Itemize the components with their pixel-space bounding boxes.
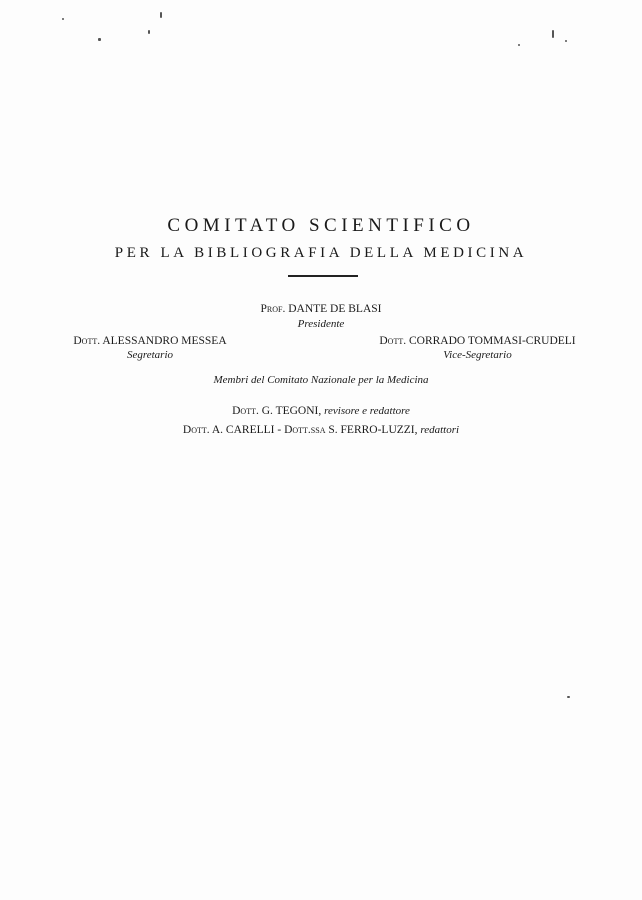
president-role: Presidente <box>297 318 345 330</box>
vice-secretary-title: Dott. <box>379 335 407 347</box>
reviser-role: revisore e redattore <box>324 405 410 417</box>
reviser-line <box>0 405 642 417</box>
scan-speck <box>160 12 162 18</box>
editor2-name: S. FERRO-LUZZI, <box>328 424 418 436</box>
vice-secretary-block <box>365 335 590 361</box>
president-title: Prof. <box>260 303 286 315</box>
reviser-title: Dott. <box>232 405 259 417</box>
scan-speck <box>62 18 64 20</box>
editor2-title: Dott.ssa <box>284 424 326 436</box>
secretary-name: ALESSANDRO MESSEA <box>102 335 227 347</box>
secretary-block <box>60 335 240 361</box>
committee-subtitle: PER LA BIBLIOGRAFIA DELLA MEDICINA <box>114 245 528 261</box>
secretary-role: Segretario <box>126 349 174 361</box>
title-rule <box>288 275 358 277</box>
scan-speck <box>567 696 570 698</box>
editor1-title: Dott. <box>182 424 210 436</box>
scan-speck <box>518 44 520 46</box>
reviser-name: G. TEGONI, <box>261 405 322 417</box>
vice-secretary-role: Vice-Segretario <box>443 349 512 361</box>
editors-role: redattori <box>420 424 460 436</box>
scan-speck <box>148 30 150 34</box>
scan-speck <box>565 40 567 42</box>
vice-secretary-name: CORRADO TOMMASI-CRUDELI <box>408 335 576 347</box>
editors-line <box>0 424 642 436</box>
scan-speck <box>98 38 101 41</box>
president-line <box>0 303 642 315</box>
editors-separator: - <box>274 424 285 436</box>
scan-speck <box>552 30 554 38</box>
secretary-title: Dott. <box>73 335 101 347</box>
editor1-name: A. CARELLI <box>211 424 275 436</box>
members-note: Membri del Comitato Nazionale per la Medicina <box>213 374 429 386</box>
committee-title: COMITATO SCIENTIFICO <box>167 215 475 236</box>
president-name: DANTE DE BLASI <box>288 303 382 315</box>
